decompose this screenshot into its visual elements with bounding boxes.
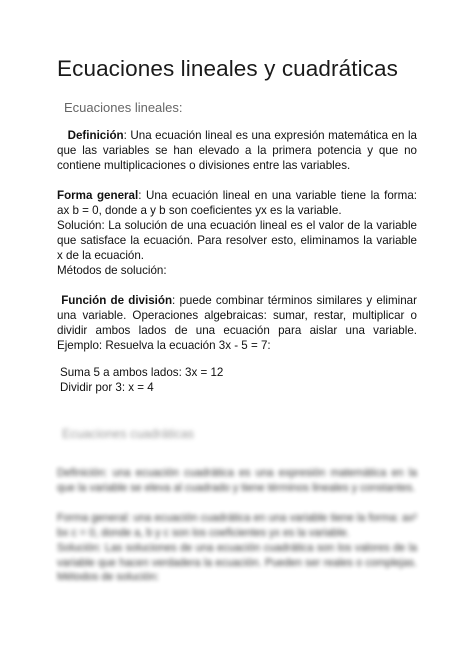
section-heading-linear: Ecuaciones lineales:	[64, 100, 183, 115]
general-form-label: Forma general	[57, 189, 139, 202]
example-step-2: Dividir por 3: x = 4	[60, 381, 154, 394]
general-form-paragraph	[57, 188, 417, 218]
division-paragraph	[57, 293, 417, 353]
methods-paragraph: Métodos de solución:	[57, 264, 167, 277]
example-step-1: Suma 5 a ambos lados: 3x = 12	[60, 366, 224, 379]
definition-paragraph	[57, 128, 417, 173]
definition-label: Definición	[67, 129, 124, 142]
division-text: : puede combinar términos similares y eliminar una variable. Operaciones algebraicas: sumar, restar, multiplicar o dividir ambos lados de una ecuación para aislar una variable. Ejemplo: Resuelva la ecuación 3x - 5 = 7:	[57, 294, 417, 352]
section-heading-quadratic: Ecuaciones cuadráticas	[62, 427, 195, 441]
quadratic-definition: Definición: una ecuación cuadrática es una expresión matemática en la que la variable se eleva al cuadrado y tiene términos lineales y constantes.	[57, 467, 417, 494]
solution-paragraph: Solución: La solución de una ecuación lineal es el valor de la variable que satisface la ecuación. Para resolver esto, eliminamos la variable x de la ecuación.	[57, 219, 417, 262]
definition-text: : Una ecuación lineal es una expresión matemática en la que las variables se han elevado a la primera potencia y que no contiene multiplicaciones o divisiones entre las variables.	[57, 129, 417, 172]
general-form-text: : Una ecuación lineal en una variable tiene la forma: ax b = 0, donde a y b son coeficientes yx es la variable.	[57, 189, 417, 217]
page-title: Ecuaciones lineales y cuadráticas	[57, 56, 398, 81]
quadratic-solution: Solución: Las soluciones de una ecuación cuadrática son los valores de la variable que hacen verdadera la ecuación. Pueden ser reales o complejas. Métodos de solución:	[57, 542, 417, 583]
division-label: Función de división	[61, 294, 173, 307]
quadratic-general-form: Forma general: una ecuación cuadrática en una variable tiene la forma: ax² bx c = 0, donde a, b y c son los coeficientes yx es la variable.	[57, 512, 417, 539]
